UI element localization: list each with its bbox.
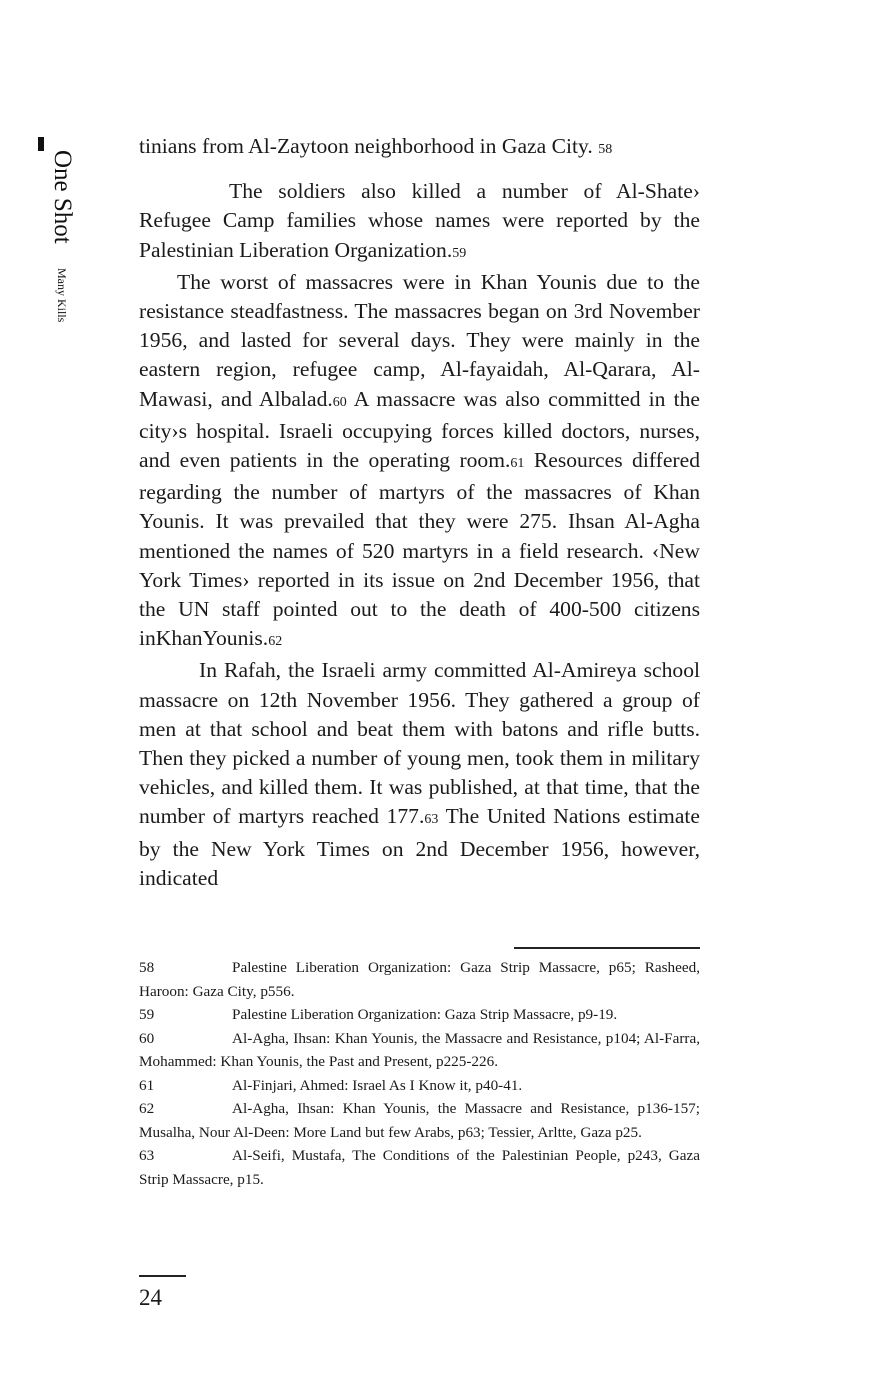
note-ref: 61 <box>510 456 525 472</box>
footnote-text: Al-Seifi, Mustafa, The Conditions of the Palestinian People, p243, Gaza Strip Massacre, p15. <box>139 1147 700 1188</box>
footnote-number: 58 <box>139 959 155 976</box>
footnote-number: 61 <box>139 1076 155 1094</box>
note-ref: 59 <box>452 245 467 261</box>
footnote-text: Al-Agha, Ihsan: Khan Younis, the Massacre and Resistance, p104; Al-Farra, Mohammed: Khan Younis, the Past and Present, p225-226. <box>139 1029 700 1070</box>
paragraph-text: In Rafah, the Israeli army committed Al-Amireya school massacre on 12th November 1956. They gathered a group of men at that school and beat them with batons and rifle butts. Then they picked a number of young men, took them in military vehicles, and killed them. It was published, at that time, that the number of martyrs reached 177. <box>139 658 700 829</box>
note-ref: 58 <box>598 142 613 157</box>
paragraph-text: The United Nations estimate by the New York Times on 2nd December 1956, however, indicated <box>139 804 700 890</box>
footnote-number: 63 <box>139 1147 155 1164</box>
footnote-divider <box>514 947 700 949</box>
body-text <box>139 132 700 893</box>
footnote <box>139 1027 700 1074</box>
footnote-number: 60 <box>139 1029 155 1047</box>
paragraph-text: Resources differed regarding the number of martyrs of the massacres of Khan Younis. It was prevailed that they were 275. Ihsan Al-Agha mentioned the names of 520 martyrs in a field research. ‹New York Times› reported in its issue on 2nd December 1956, that the UN staff pointed out to the death of 400-500 citizens inKhanYounis. <box>139 448 700 651</box>
footnote-number: 59 <box>139 1006 155 1023</box>
footnote-number: 62 <box>139 1100 155 1117</box>
paragraph-text: tinians from Al-Zaytoon neighborhood in Gaza City. <box>139 134 593 158</box>
footnotes <box>139 956 700 1191</box>
paragraph <box>139 268 700 657</box>
book-subtitle: Many Kills <box>55 267 69 323</box>
paragraph-text: The worst of massacres were in Khan Younis due to the resistance steadfastness. The massacres began on 3rd November 1956, and lasted for several days. They were mainly in the eastern region, refugee camp, Al-fayaidah, Al-Qarara, Al-Mawasi, and Albalad. <box>139 269 700 411</box>
footnote-text: Palestine Liberation Organization: Gaza Strip Massacre, p65; Rasheed, Haroon: Gaza City, p556. <box>139 959 700 1000</box>
note-ref: 63 <box>424 812 439 828</box>
paragraph-text: The soldiers also killed a number of Al-Shate› Refugee Camp families whose names were reported by the Palestinian Liberation Organization. <box>139 179 700 262</box>
footnote <box>139 1144 700 1191</box>
running-head-bar <box>38 137 44 151</box>
footnote-text: Palestine Liberation Organization: Gaza Strip Massacre, p9-19. <box>232 1006 618 1023</box>
paragraph <box>139 177 700 268</box>
footnote <box>139 1074 700 1098</box>
footnote-text: Al-Finjari, Ahmed: Israel As I Know it, p40-41. <box>232 1076 523 1094</box>
paragraph-continuation <box>139 132 700 164</box>
paragraph <box>139 656 700 893</box>
footnote <box>139 1097 700 1144</box>
footnote <box>139 956 700 1003</box>
note-ref: 60 <box>332 394 347 410</box>
footnote <box>139 1003 700 1027</box>
page-number: 24 <box>139 1285 162 1310</box>
footnote-text: Al-Agha, Ihsan: Khan Younis, the Massacre and Resistance, p136-157; Musalha, Nour Al-Deen: More Land but few Arabs, p63; Tessier, Arltte, Gaza p25. <box>139 1100 700 1141</box>
note-ref: 62 <box>268 634 283 650</box>
running-head <box>49 150 75 322</box>
paragraph-text: A massacre was also committed in the city›s hospital. Israeli occupying forces killed doctors, nurses, and even patients in the operating room. <box>139 386 700 473</box>
book-title: One Shot <box>49 150 76 244</box>
page-number-rule <box>139 1275 186 1277</box>
